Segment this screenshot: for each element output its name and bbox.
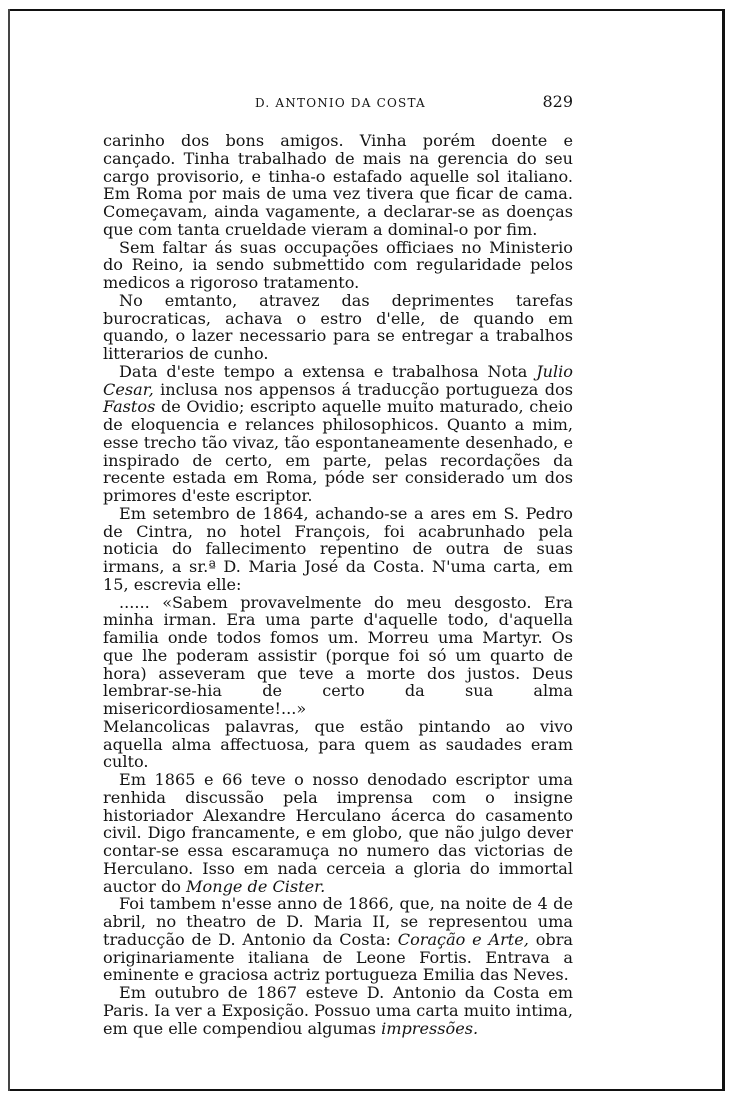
paragraph: carinho dos bons amigos. Vinha porém doente e cançado. Tinha trabalhado de mais na gerencia do seu cargo provisorio, e tinha-o estafado aquelle sol italiano. Em Roma por mais de uma vez tivera que ficar de cama. Começavam, ainda vagamente, a declarar-se as doenças que com tanta crueldade vieram a dominal-o por fim. (103, 131, 573, 239)
italic-title: Julio Cesar, (103, 361, 573, 399)
paragraph-text: Foi tambem n'esse anno de 1866, que, na noite de 4 de abril, no theatro de D. Maria II, se representou uma traducção de D. Antonio da Costa: (103, 894, 573, 949)
italic-title: Monge de Cister. (186, 876, 326, 896)
quoted-letter: ...... «Sabem provavelmente do meu desgosto. Era minha irman. Era uma parte d'aquelle todo, d'aquella familia onde todos fomos um. Morreu uma Martyr. Os que lhe poderam assistir (porque foi só um quarto de hora) asseveram que teve a morte dos justos. Deus lembrar-se-hia de certo da sua alma misericordiosamente!...» (103, 592, 573, 718)
running-head: D. ANTONIO DA COSTA (255, 96, 426, 110)
page-border-left (8, 9, 10, 1091)
body-text (103, 132, 573, 1037)
italic-title: Coração e Arte, (397, 929, 529, 949)
paragraph-text: Em 1865 e 66 teve o nosso denodado escriptor uma renhida discussão pela imprensa com o insigne historiador Alexandre Herculano ácerca do casamento civil. Digo francamente, e em globo, que não julgo dever contar-se essa escaramuça no numero das victorias de Herculano. Isso em nada cerceia a gloria do immortal auctor do (103, 770, 573, 896)
paragraph-text: inclusa nos appensos á traducção portugueza dos (153, 379, 573, 399)
page-border-right (722, 9, 725, 1091)
paragraph-text: obra originariamente italiana de Leone Fortis. Entrava a eminente e graciosa actriz portugueza Emilia das Neves. (103, 929, 573, 985)
paragraph-text: Em outubro de 1867 esteve D. Antonio da Costa em Paris. Ia ver a Exposição. Possuo uma carta muito intima, em que elle compendiou algumas (103, 983, 573, 1038)
book-page (103, 92, 573, 1037)
paragraph (103, 984, 573, 1037)
paragraph: Em setembro de 1864, achando-se a ares em S. Pedro de Cintra, no hotel François, foi acabrunhado pela noticia do fallecimento repentino de outra de suas irmans, a sr.ª D. Maria José da Costa. N'uma carta, em 15, escrevia elle: (103, 503, 573, 594)
page-header (103, 92, 573, 120)
paragraph (103, 363, 573, 505)
paragraph: No emtanto, atravez das deprimentes tarefas burocraticas, achava o estro d'elle, de quando em quando, o lazer necessario para se entregar a trabalhos litterarios de cunho. (103, 290, 573, 363)
italic-title: impressões. (381, 1018, 479, 1038)
page-border-top (10, 9, 724, 11)
page-border-bottom (10, 1089, 725, 1091)
paragraph: Sem faltar ás suas occupações officiaes no Ministerio do Reino, ia sendo submettido com regularidade pelos medicos a rigoroso tratamento. (103, 237, 573, 292)
italic-title: Fastos (103, 397, 156, 417)
page-number: 829 (542, 92, 573, 111)
paragraph-text: Data d'este tempo a extensa e trabalhosa Nota (119, 361, 537, 381)
paragraph-text: de Ovidio; escripto aquelle muito maturado, cheio de eloquencia e relances philosophicos. Quanto a mim, esse trecho tão vivaz, tão espontaneamente desenhado, e inspirado de certo, em parte, pelas recordações da recente estada em Roma, póde ser considerado um dos primores d'este escriptor. (103, 397, 573, 505)
paragraph (103, 771, 573, 895)
paragraph (103, 895, 573, 984)
paragraph: Melancolicas palavras, que estão pintando ao vivo aquella alma affectuosa, para quem as saudades eram culto. (103, 716, 573, 772)
